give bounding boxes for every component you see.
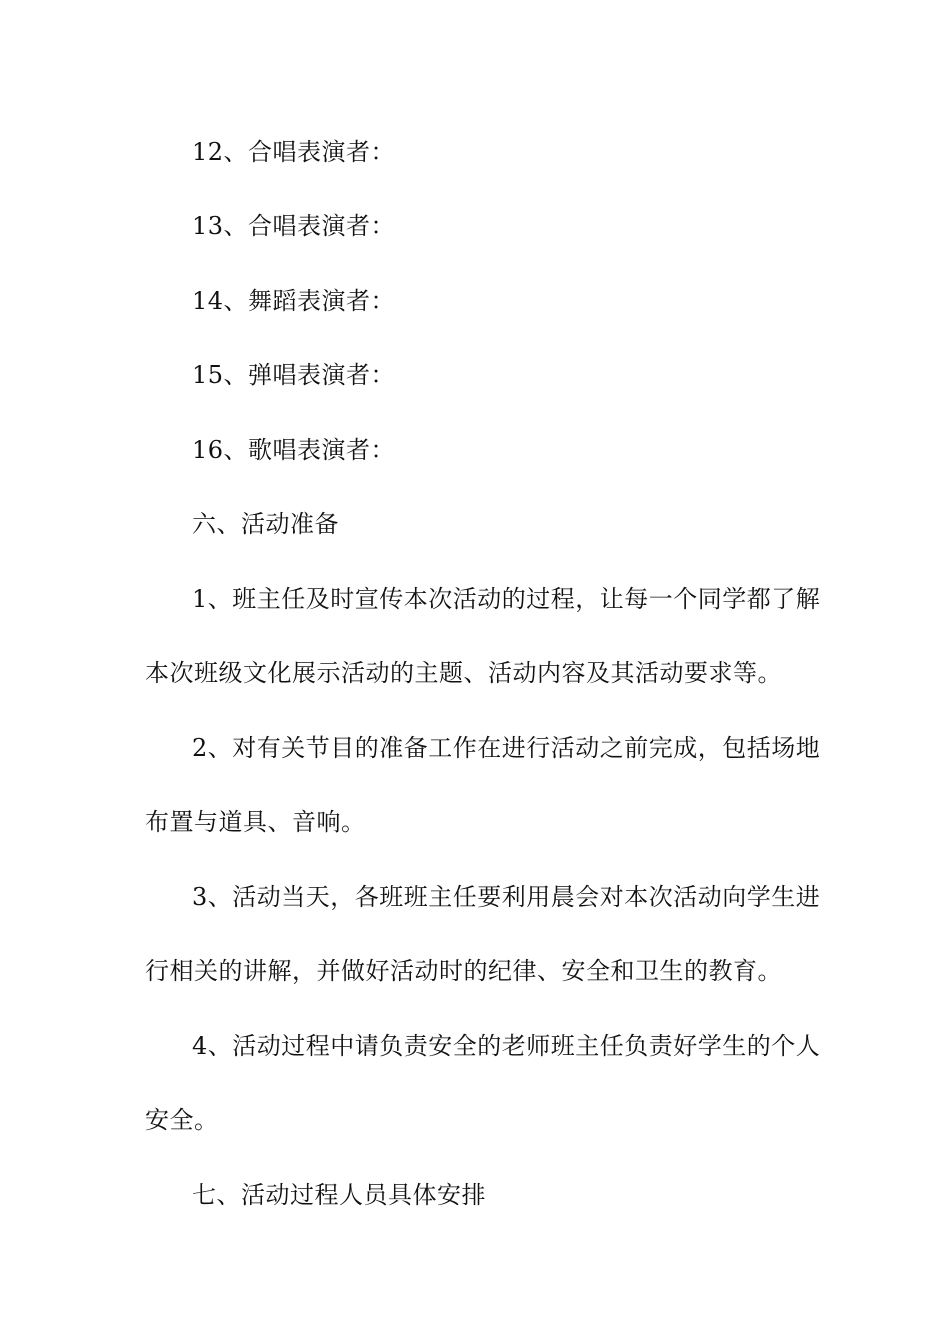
- performer-line-14: 14、舞蹈表演者：: [192, 287, 396, 315]
- preparation-item-1-line-2: 本次班级文化展示活动的主题、活动内容及其活动要求等。: [145, 659, 782, 687]
- section-six-heading: 六、活动准备: [192, 510, 339, 538]
- performer-line-15: 15、弹唱表演者：: [192, 361, 396, 389]
- performer-line-16: 16、歌唱表演者：: [192, 436, 396, 464]
- performer-line-13: 13、合唱表演者：: [192, 212, 396, 240]
- preparation-item-2-line-2: 布置与道具、音响。: [145, 808, 366, 836]
- performer-line-12: 12、合唱表演者：: [192, 138, 396, 166]
- section-seven-heading: 七、活动过程人员具体安排: [192, 1181, 486, 1209]
- preparation-item-4-line-2: 安全。: [145, 1106, 219, 1134]
- preparation-item-2-line-1: 2、对有关节目的准备工作在进行活动之前完成，包括场地: [192, 734, 821, 762]
- preparation-item-4-line-1: 4、活动过程中请负责安全的老师班主任负责好学生的个人: [192, 1032, 821, 1060]
- preparation-item-3-line-1: 3、活动当天，各班班主任要利用晨会对本次活动向学生进: [192, 883, 821, 911]
- preparation-item-1-line-1: 1、班主任及时宣传本次活动的过程，让每一个同学都了解: [192, 585, 821, 613]
- preparation-item-3-line-2: 行相关的讲解，并做好活动时的纪律、安全和卫生的教育。: [145, 957, 782, 985]
